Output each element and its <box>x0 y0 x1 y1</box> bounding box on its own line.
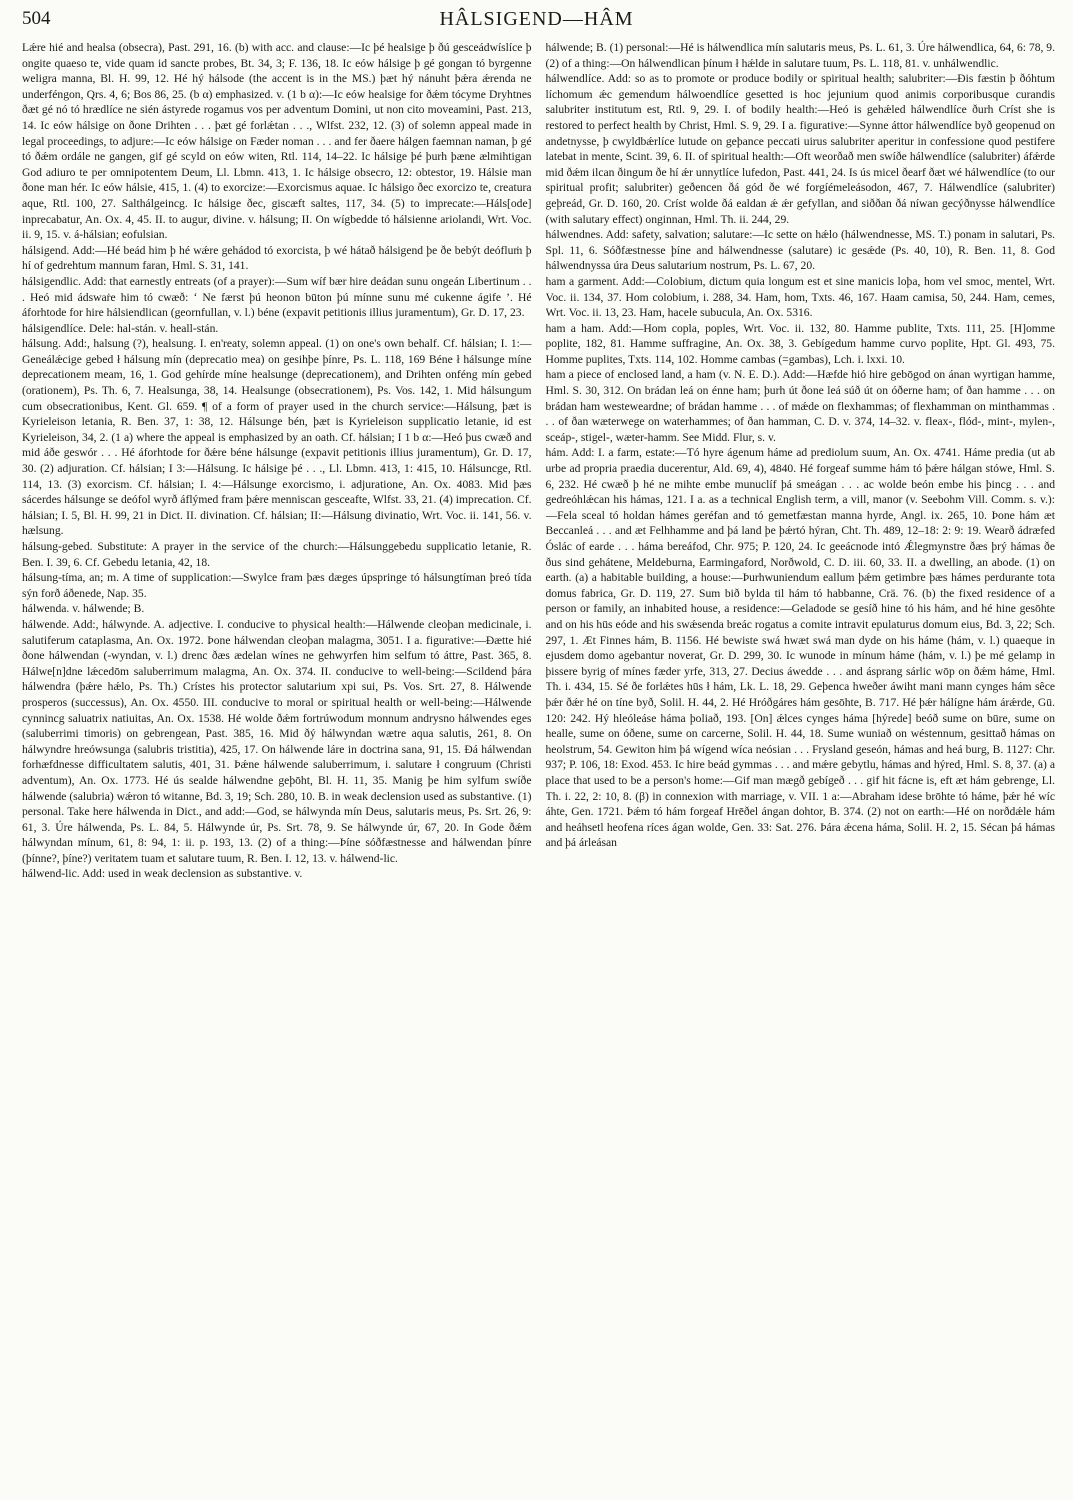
entry-paragraph: hálsigendlic. Add: that earnestly entreats (of a prayer):—Sum wíf bær hire deádan sunu ongeán Libertinum . . . Heó mid ádswaṙe him tó cwæð: ‘ Ne færst þú heonon būton þú mínne sunu mé cukenne ágife ’. Hé áforhtode for hire hálsiendlican (geornfullan, v. l.) béne (expavit petitionis illius juramentum), Gr. D. 17, 23. <box>22 274 532 320</box>
entry-paragraph: ham a piece of enclosed land, a ham (v. N. E. D.). Add:—Hæfde hió hire gebōgod on ánan wyrtigan hamme, Hml. S. 30, 312. On brádan leá on énne ham; þurh út ðone leá súð út on óðerne ham; of ðan hamme . . . on brádan ham westeweardne; of brádan hamme . . . of mǽde on flexhammas; of flexhamman on minthammas . . . of ðan wæterwege on waterhammes; of ðan hamman, C. D. v. 374, 14–32. v. fleax-, flód-, mint-, mylen-, sceáp-, stigel-, wæter-hamm. See Midd. Flur, s. v. <box>545 368 1055 444</box>
entry-paragraph: ham a ham. Add:—Hom copla, poples, Wrt. Voc. ii. 132, 80. Hamme publite, Txts. 111, 25. [H]omme poplite, 182, 81. Hamme suffragine, An. Ox. 38, 3. Gebígedum hamme curvo poplite, Hpt. Gl. 493, 75. Homme puplites, Txts. 114, 102. Homme cambas (=gambas), Lch. i. lxxi. 10. <box>545 321 1055 366</box>
entry-paragraph: hálwenda. v. hálwende; B. <box>22 602 145 616</box>
entry-paragraph: hálwende; B. (1) personal:—Hé is hálwendlica mín salutaris meus, Ps. L. 61, 3. Úre hálwendlica, 64, 6: 78, 9. (2) of a thing:—On hálwendlican þínum ł hǽlde in salutare tuum, Ps. L. 118, 81. v. unhálwendlic. <box>545 41 1055 70</box>
entry-paragraph: hálwendlíce. Add: so as to promote or produce bodily or spiritual health; salubriter:—Ðis fæstin þ ðóhtum líchomum ǽc gemendum hálwoendlíce gesetted is hoc jejunium quod animis corporibusque curandis salubriter institutum est, Rtl. 9, 29. I. of bodily health:—Heó is gehǽled hálwendlíce ðurh Críst she is restored to perfect health by Christ, Hml. S. 9, 29. I a. figurative:—Synne áttor hálwendlíce byð geopenud on andetnysse, þ cwyldbǽrlíce lutude on geþance peccati uirus salubriter aperitur in confessione quod pestifere latebat in mente, Scint. 39, 6. II. of spiritual health:—Oft weorðað men swíðe hálwendlíce (salubriter) áfǽrde mid ðǽm ilcan ðingum ðe hí ǽr unnytlíce lufedon, Past. 441, 24. Is ús micel ðearf ðæt wé hálwendlíce (to our spiritual profit; salubriter) geðencen ðá gód ðe wé forgíémeleásodon, 467, 7. Hálwendlíce (salubriter) geþreád, Gr. D. 160, 20. Críst wolde ðá ealdan ǽ ǽr gefyllan, and siððan ðá níwan gecýðnysse hálwendlíce (with salutary effect) onginnan, Hml. Th. ii. 244, 29. <box>545 72 1055 226</box>
left-column <box>22 40 532 1492</box>
entry-paragraph: hálsung-tíma, an; m. A time of supplication:—Swylce fram þæs dæges úpspringe tó hálsungtíman þreó tída sýn forð áðenede, Nap. 35. <box>22 571 532 600</box>
entry-paragraph: hálsung-gebed. Substitute: A prayer in the service of the church:—Hálsunggebedu supplicatio letanie, R. Ben. I. 39, 6. Cf. Gebedu letania, 42, 18. <box>22 540 532 569</box>
entry-paragraph: hálwend-lic. Add: used in weak declension as substantive. v. <box>22 867 303 881</box>
page-header <box>22 6 1051 34</box>
entry-paragraph: hálsung. Add:, halsung (?), healsung. I. en'reaty, solemn appeal. (1) on one's own behalf. Cf. hálsian; I. 1:—Geneálǽcige gebed ł hálsung mín (deprecatio mea) on gesihþe þínre, Ps. L. 118, 169 Béne ł hálsunge míne deprecationem meam, 16, 1. God gehírde míne healsunge (deprecationem), and Drihten onféng mín gebed (orationem), Ps. Th. 6, 7. Healsunga, 38, 14. Healsunge (obsecrationem), Ps. Vos. 142, 1. Mid hálsungum cum obsecrationibus, Kent. Gl. 659. ¶ of a form of prayer used in the church service:—Hálsung, þæt is Kyrieleison letania, R. Ben. 37, 1: 38, 12. Hálsunge bén, þæt is Kyrieleison supplicatio letanie, id est Kyrieleison, 34, 2. (1 a) where the appeal is emphasized by an oath. Cf. hálsian; I 1 b α:—Heó þus cwæð and mid áðe geswór . . . Hé áforhtode for ðǽre béne hálsunge (expavit petitionis illius juramentum), Gr. D. 17, 30. (2) adjuration. Cf. hálsian; I 3:—Hálsung. Ic hálsige þé . . ., Ll. Lbmn. 413, 1: 415, 10. Hálsuncge, Rtl. 114, 13. (3) exorcism. Cf. hálsian; I. 4:—Hálsunge exorcismo, i. adjuratione, An. Ox. 4083. Mid þæs sácerdes hálsunge se deófol wyrð áflýmed fram þǽre menniscan gesceafte, Wlfst. 33, 21. (4) imprecation. Cf. hálsian; I. 5, Bl. H. 99, 21 in Dict. II. divination. Cf. hálsian; II:—Hálsung divinatio, Wrt. Voc. ii. 141, 56. v. hælsung. <box>22 337 532 538</box>
entry-paragraph: hálwendnes. Add: safety, salvation; salutare:—Ic sette on hǽlo (hálwendnesse, MS. T.) ponam in salutari, Ps. Spl. 11, 6. Sóðfæstnesse þíne and hálwendnesse (salutare) ic gesǽde (Ps. 40, 10), R. Ben. 11, 8. God hálwendnyssa úra Deus salutarium nostrum, Ps. L. 67, 20. <box>545 228 1055 273</box>
entry-paragraph: hálsigendlíce. Dele: hal-stán. v. heall-stán. <box>22 321 219 335</box>
text-columns <box>22 40 1055 1492</box>
entry-paragraph: hálwende. Add:, hálwynde. A. adjective. I. conducive to physical health:—Hálwende cleoþan medicinale, i. salutiferum cataplasma, An. Ox. 1972. Þone hálwendan cleoþan malagma, 3051. I a. figurative:—Ðætte hié ðone hálwendan (-wyndan, v. l.) drenc ðæs ædelan wínes ne gehwyrfen him selfum tó áttre, Past. 365, 8. Hálwe[n]dne lǽcedōm saluberrimum malagma, An. Ox. 374. II. conducive to well-being:—Scildend þára hálwendra (þǽre hǽlo, Ps. Th.) Crístes his protector salutarium xpi sui, Ps. Vos. Srt. 27, 8. Hálwende prosperos (successus), An. Ox. 4550. III. conducive to moral or spiritual health or well-being:—Hálwende cynnincg saluatrix natiuitas, An. Ox. 1538. Hé wolde ðǽm fortrúwodum monnum andrysno hálwendes eges (saluberrimi timoris) on gebrengean, Past. 385, 16. Mid ðý hálwyndan wætre aqua salutis, 261, 8. On hálwyndre hreówsunga (salubris tristitia), 425, 17. On hálwende láre in doctrina sana, 91, 15. Ðá hálwendan forhæfdnesse difficultatem salutis, 401, 31. Þǽne hálwende saluberrimum, i. salutare ł congruum (Christi adventum), An. Ox. 1773. Hé ús sealde hálwendne geþōht, Bl. H. 11, 35. Manig þe him sylfum swíðe hálwende (salubria) wǽron tó witanne, Bd. 3, 19; Sch. 280, 10. B. in weak declension used as substantive. (1) personal. Take here hálwenda in Dict., and add:—God, se hálwynda mín Deus, salutaris meus, Ps. Srt. 26, 9: 61, 3. Úre hálwenda, Ps. L. 84, 5. Hálwynde úr, Ps. Srt. 78, 9. Se hálwynde úr, 67, 20. In Gode ðǽm hálwyndan mínum, 61, 8: 94, 1: ii. p. 193, 13. (2) of a thing:—Þíne sóðfæstnesse and hálwendan þínre (þínne?, þíne?) veritatem tuam et salutare tuum, R. Ben. I. 12, 13. v. hálwend-lic. <box>22 617 532 865</box>
entry-paragraph: hám. Add: I. a farm, estate:—Tó hyre ágenum háme ad prediolum suum, An. Ox. 4741. Háme predia (ut ab urbe ad propria praedia ducerentur, Ald. 69, 4), 4840. Hé forgeaf summe hám tó þǽre hálgan stówe, Hml. S. 6, 232. Hé cwæð þ hé ne mihte embe munuclíf þá smeágan . . . ac wolde beón embe his þincg . . . and gedreóhlǽcan his hámas, 121. I a. as a technical English term, a vill, manor (v. Seebohm Vill. Comm. s. v.):—Fela sceal tó holdan hámes geréfan and tó gemetfæstan manna hyrde, Angl. ix. 265, 10. Þone hám æt Beccanleá . . . and æt Felhhamme and þá land þe þǽrtó hýran, Cht. Th. 489, 12–18: 2: 9: 19. Wearð ádræfed Óslác of earde . . . háma bereáfod, Chr. 975; P. 120, 24. Ic geeácnode intó Ǽlegmynstre ðæs þrý hámas ðe ðus sind gehátene, Meldeburna, Earmingaford, Norðwold, C. D. iii. 60, 33. II. a dwelling, an abode. (1) on earth. (a) a habitable building, a house:—Þurhwuniendum eallum þǽm getimbre þæs hámes perdurante tota domus fabrica, Gr. D. 119, 27. Sum bið bylda til hám tó habbanne, Crä. 76. (b) the fixed residence of a person or family, an inhabited house, a residence:—Geladode se gesíð hine tó his hám, and hé hine gesōhte and on his hūs eóde and his swǽsenda breác rogatus a comite intravit epulaturus domum eius, Bd. 3, 22; Sch. 297, 1. Æt Finnes hám, B. 1156. Hé bewiste swá hwæt swá man dyde on his háme (hám, v. l.) quaeque in ejusdem domo agebantur noverat, Gr. D. 299, 30. Ic wunode in mínum háme (hám, v. l.) þe mé gelamp in þissere byrig of mínes fæder yrfe, 313, 27. Decius áwedde . . . and ásprang sárlic wōp on ðǽm háme, Hml. Th. i. 434, 15. Sé ðe forlǽtes hūs ł hám, Lk. L. 18, 29. Geþenca hweðer áwiht mani mann cynges hám sêce þǽr ðǽr hé on tíne byð, Solil. H. 44, 2. Hé Hróðgáres hám gesōhte, B. 717. Hé þǽr hálígne hám árǽrde, Gū. 120: 242. Hý hleóleáse háma þoliað, 193. [On] ǽlces cynges háma [hýrede] beóð sume on būre, sume on healle, sume on óðene, sume on carcerne, Solil. H. 44, 18. Sume wuniað on wéstennum, gesittað hámas on heolstrum, 54. Gewiton him þá wígend wíca neósian . . . Frysland geseón, hámas and heá burg, B. 1127: Chr. 937; P. 106, 18: Exod. 453. Ic hire beád gymmas . . . and mǽre gebytlu, hámas and hýred, Hml. S. 8, 37. (a) a place that used to be a person's home:—Gif man mægð gebígeð . . . gif hit fácne is, eft æt hám gebrenge, Ll. Th. i. 22, 2: 10, 8. (β) in connexion with marriage, v. VII. 1 a:—Abraham idese brōhte tó háme, þǽr hé wíc áhte, Gen. 1721. Þǽm tó hám forgeaf Hrēðel ángan dohtor, B. 374. (2) not on earth:—Hé on norðdǽle hám and heáhsetl heofena ríces ágan wolde, Gen. 33: Sat. 276. Þára ǽcena háma, Solil. H. 2, 15. Sécan þá hámas and þá árleásan <box>545 446 1055 850</box>
page-number: 504 <box>22 8 51 29</box>
running-head: HÂLSIGEND—HÂM <box>439 8 634 30</box>
entry-paragraph: hálsigend. Add:—Hé beád him þ hé wǽre gehádod tó exorcista, þ wé hátað hálsigend þe ðe bebýt deófluṁ þ hí of gedrehtum mannum faran, Hml. S. 31, 141. <box>22 243 532 273</box>
right-column <box>546 40 1056 1492</box>
entry-paragraph: ham a garment. Add:—Colobium, dictum quia longum est et sine manicis loþa, hom vel smoc, mentel, Wrt. Voc. ii. 134, 37. Hom colobium, i. 288, 34. Ham, hom, Txts. 46, 167. Haam camisa, 50, 244. Ham, cemes, Wrt. Voc. ii. 13, 23. Ham, hacele subucula, An. Ox. 5316. <box>545 274 1055 320</box>
entry-paragraph: Lǽre hié and healsa (obsecra), Past. 291, 16. (b) with acc. and clause:—Ic þé healsige þ ðú gesceádwíslíce þ ongite quaeso te, vide quam id sancte probes, Bt. 34, 3; F. 136, 18. Ic eów hálsige þ gé gongan tó byrgenne weligra manna, Bl. H. 99, 12. Hé hý hálsode (the accent is in the MS.) þæt hý nánuht þǽra ǽrenda ne underféngon, Qrs. 4, 6; Bos 86, 25. (b α) emphasized. v. (1 b α):—Ic eów healsige for ðǽm tócyme Dryhtnes ðæt gé nó tó hrædlíce ne sién ástyrede rogamus vos per adventum Domini, ut non cito moveamini, Past. 213, 14. Ic eów hálsige on ðone Drihten . . . þæt gé forlǽtan . . ., Wlfst. 232, 12. (3) of solemn appeal made in legal proceedings, to adjure:—Ic eów hálsige on Fæder noman . . . and fer ðaere hálgen faemnan naman, þ gé tó ðǽm ordále ne gangen, gif gé scyld on eów witen, Rtl. 114, 14–22. Ic hálsige þé þurh þæne ælmihtigan God adiuro te per omnipotentem Deum, Ll. Lbmn. 413, 1. Ic hálsige obsecro, 12: obtestor, 19. Hálsie man ðone man hér. Ic eów hálsie, 415, 1. (4) to exorcize:—Exorcismus aquae. Ic hálsigo ðec exorcizo te, creatura aque, Rtl. 100, 27. Salthálgeincg. Ic hálsige ðec, giscæft saltes, 117, 34. (5) to imprecate:—Háls[ode] inprecabatur, An. Ox. 4, 45. II. to augur, divine. v. hálsung; II. On wígbedde tó hálsienne ariolandi, Wrt. Voc. ii. 9, 15. v. á-hálsian; eofulsian. <box>22 41 532 242</box>
